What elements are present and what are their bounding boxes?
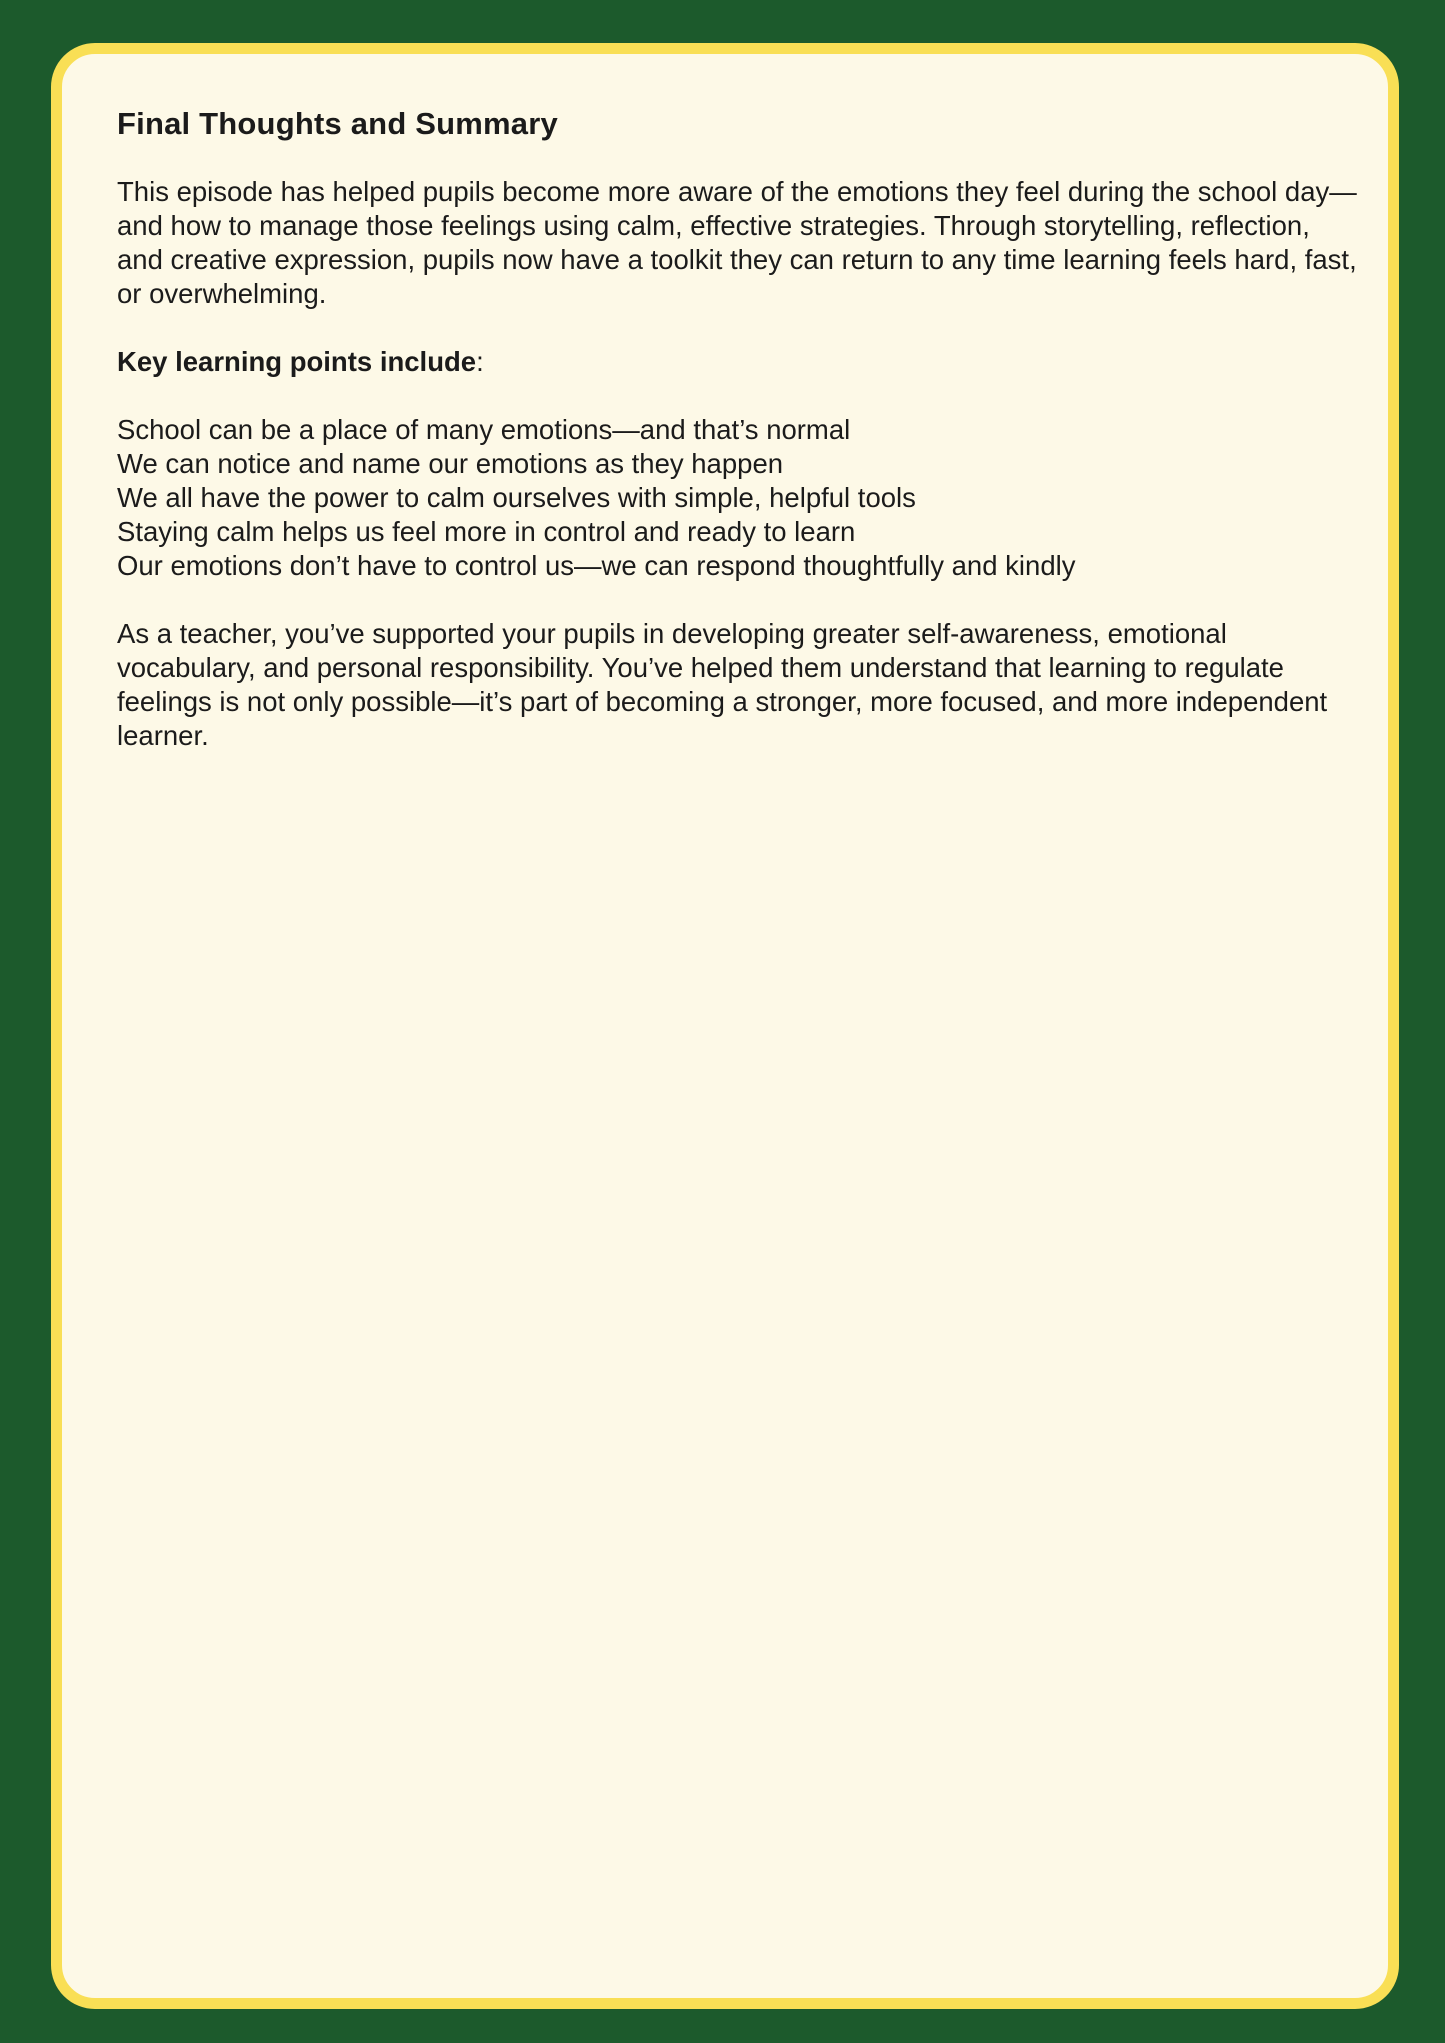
page-title: Final Thoughts and Summary [117, 106, 558, 141]
key-points-heading-colon: : [476, 346, 484, 377]
key-points-heading [117, 345, 1357, 379]
key-point-item: Staying calm helps us feel more in control and ready to learn [117, 516, 856, 547]
key-point-item: We can notice and name our emotions as they happen [117, 448, 784, 479]
key-point-item: We all have the power to calm ourselves with simple, helpful tools [117, 482, 916, 513]
key-point-item: School can be a place of many emotions—and that’s normal [117, 414, 851, 445]
summary-card [51, 43, 1399, 2009]
key-point-item: Our emotions don’t have to control us—we can respond thoughtfully and kindly [117, 550, 1076, 581]
card-content [117, 105, 1357, 753]
closing-paragraph: As a teacher, you’ve supported your pupils in developing greater self-awareness, emotional vocabulary, and personal responsibility. You’ve helped them understand that learning to regulate feelings is not only possible—it’s part of becoming a stronger, more focused, and more independent learner. [117, 618, 1328, 751]
key-points-list [117, 413, 1357, 583]
intro-paragraph: This episode has helped pupils become more aware of the emotions they feel during the school day—and how to manage those feelings using calm, effective strategies. Through storytelling, reflection, and creative expression, pupils now have a toolkit they can return to any time learning feels hard, fast, or overwhelming. [117, 176, 1357, 309]
key-points-heading-label: Key learning points include [117, 346, 477, 377]
